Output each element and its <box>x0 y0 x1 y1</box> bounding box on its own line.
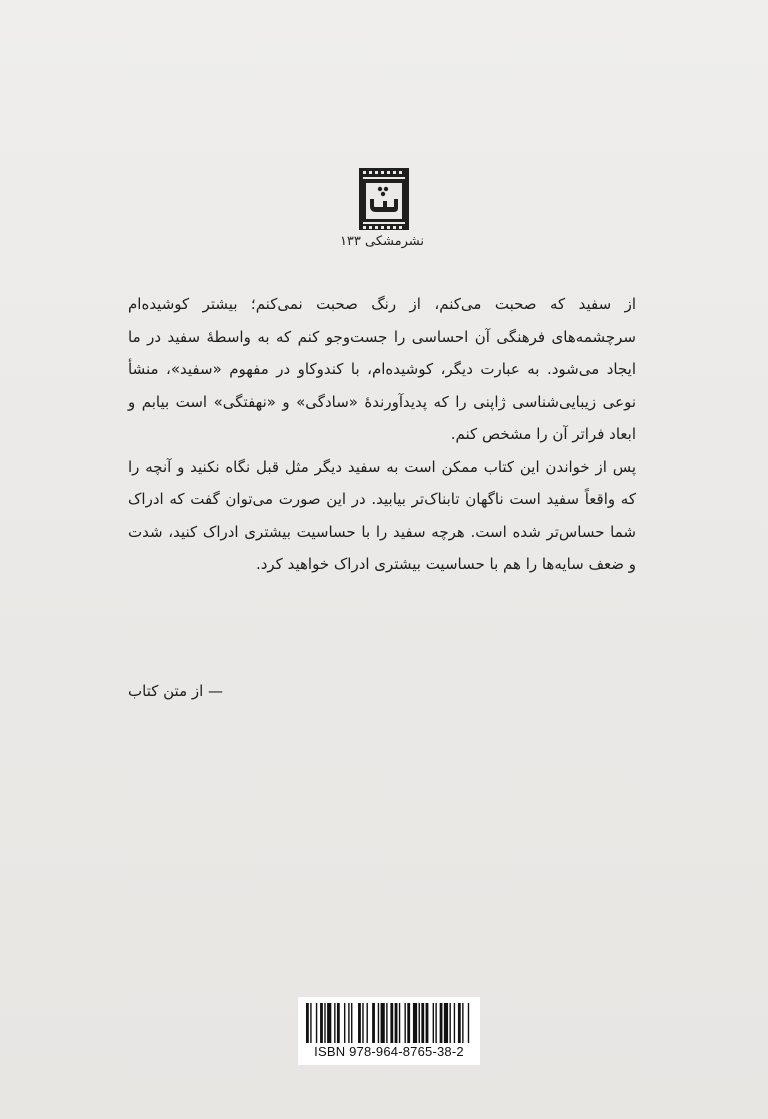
barcode-bar <box>433 1003 434 1043</box>
barcode-bar <box>348 1003 349 1043</box>
barcode-bar <box>362 1003 363 1043</box>
barcode-bar <box>435 1003 436 1043</box>
barcode <box>298 997 480 1065</box>
barcode-bar <box>320 1003 323 1043</box>
barcode-bar <box>468 1003 469 1043</box>
barcode-bar <box>337 1003 340 1043</box>
barcode-bar <box>421 1003 424 1043</box>
barcode-bar <box>351 1003 352 1043</box>
barcode-bar <box>366 1003 367 1043</box>
barcode-bar <box>413 1003 417 1043</box>
blurb-attribution: — از متن کتاب <box>128 682 224 700</box>
publisher-logo-icon <box>359 168 409 230</box>
barcode-bar <box>334 1003 335 1043</box>
barcode-bar <box>372 1003 375 1043</box>
barcode-bar <box>440 1003 443 1043</box>
barcode-bar <box>462 1003 463 1043</box>
barcode-bar <box>386 1003 387 1043</box>
barcode-bar <box>458 1003 461 1043</box>
barcode-bar <box>327 1003 331 1043</box>
barcode-bar <box>378 1003 379 1043</box>
blurb-text <box>128 288 636 581</box>
publisher-block <box>339 168 424 249</box>
barcode-bar <box>344 1003 345 1043</box>
barcode-bar <box>390 1003 393 1043</box>
publisher-series-label: نشرمشکی ۱۳۳ <box>339 234 424 249</box>
barcode-bar <box>444 1003 448 1043</box>
barcode-bar <box>358 1003 361 1043</box>
isbn-label: ISBN 978-964-8765-38-2 <box>314 1044 464 1059</box>
barcode-bar <box>449 1003 450 1043</box>
barcode-bar <box>399 1003 400 1043</box>
barcode-bar <box>419 1003 420 1043</box>
barcode-bar <box>324 1003 325 1043</box>
barcode-bar <box>395 1003 398 1043</box>
barcode-bar <box>426 1003 429 1043</box>
barcode-bars <box>306 1003 472 1043</box>
barcode-bar <box>316 1003 317 1043</box>
barcode-bar <box>454 1003 455 1043</box>
blurb-paragraph-2: پس از خواندن این کتاب ممکن است به سفید دیگر مثل قبل نگاه نکنید و آنچه را که واقعاً سفید است ناگهان تابناک‌تر بیابید. در این صورت می‌توان گفت که ادراک شما حساس‌تر شده است. هرچه سفید را با حساسیت بیشتری ادراک کنید، شدت و ضعف سایه‌ها را هم با حساسیت بیشتری ادراک خواهید کرد. <box>128 457 636 573</box>
barcode-bar <box>407 1003 410 1043</box>
barcode-bar <box>310 1003 311 1043</box>
barcode-bar <box>381 1003 385 1043</box>
barcode-bar <box>306 1003 309 1043</box>
blurb-paragraph-1: از سفید که صحبت می‌کنم، از رنگ صحبت نمی‌کنم؛ بیشتر کوشیده‌ام سرچشمه‌های فرهنگی آن احساسی را جست‌وجو کنم که به واسطهٔ سفید در ما ایجاد می‌شود. به عبارت دیگر، کوشیده‌ام، با کندوکاو در مفهوم «سفید»، منشأ نوعی زیبایی‌شناسی ژاپنی را که پدیدآورندهٔ «سادگی» و «نهفتگی» است بیابم و ابعاد فراتر آن را مشخص کنم. <box>128 295 636 443</box>
barcode-bar <box>404 1003 405 1043</box>
